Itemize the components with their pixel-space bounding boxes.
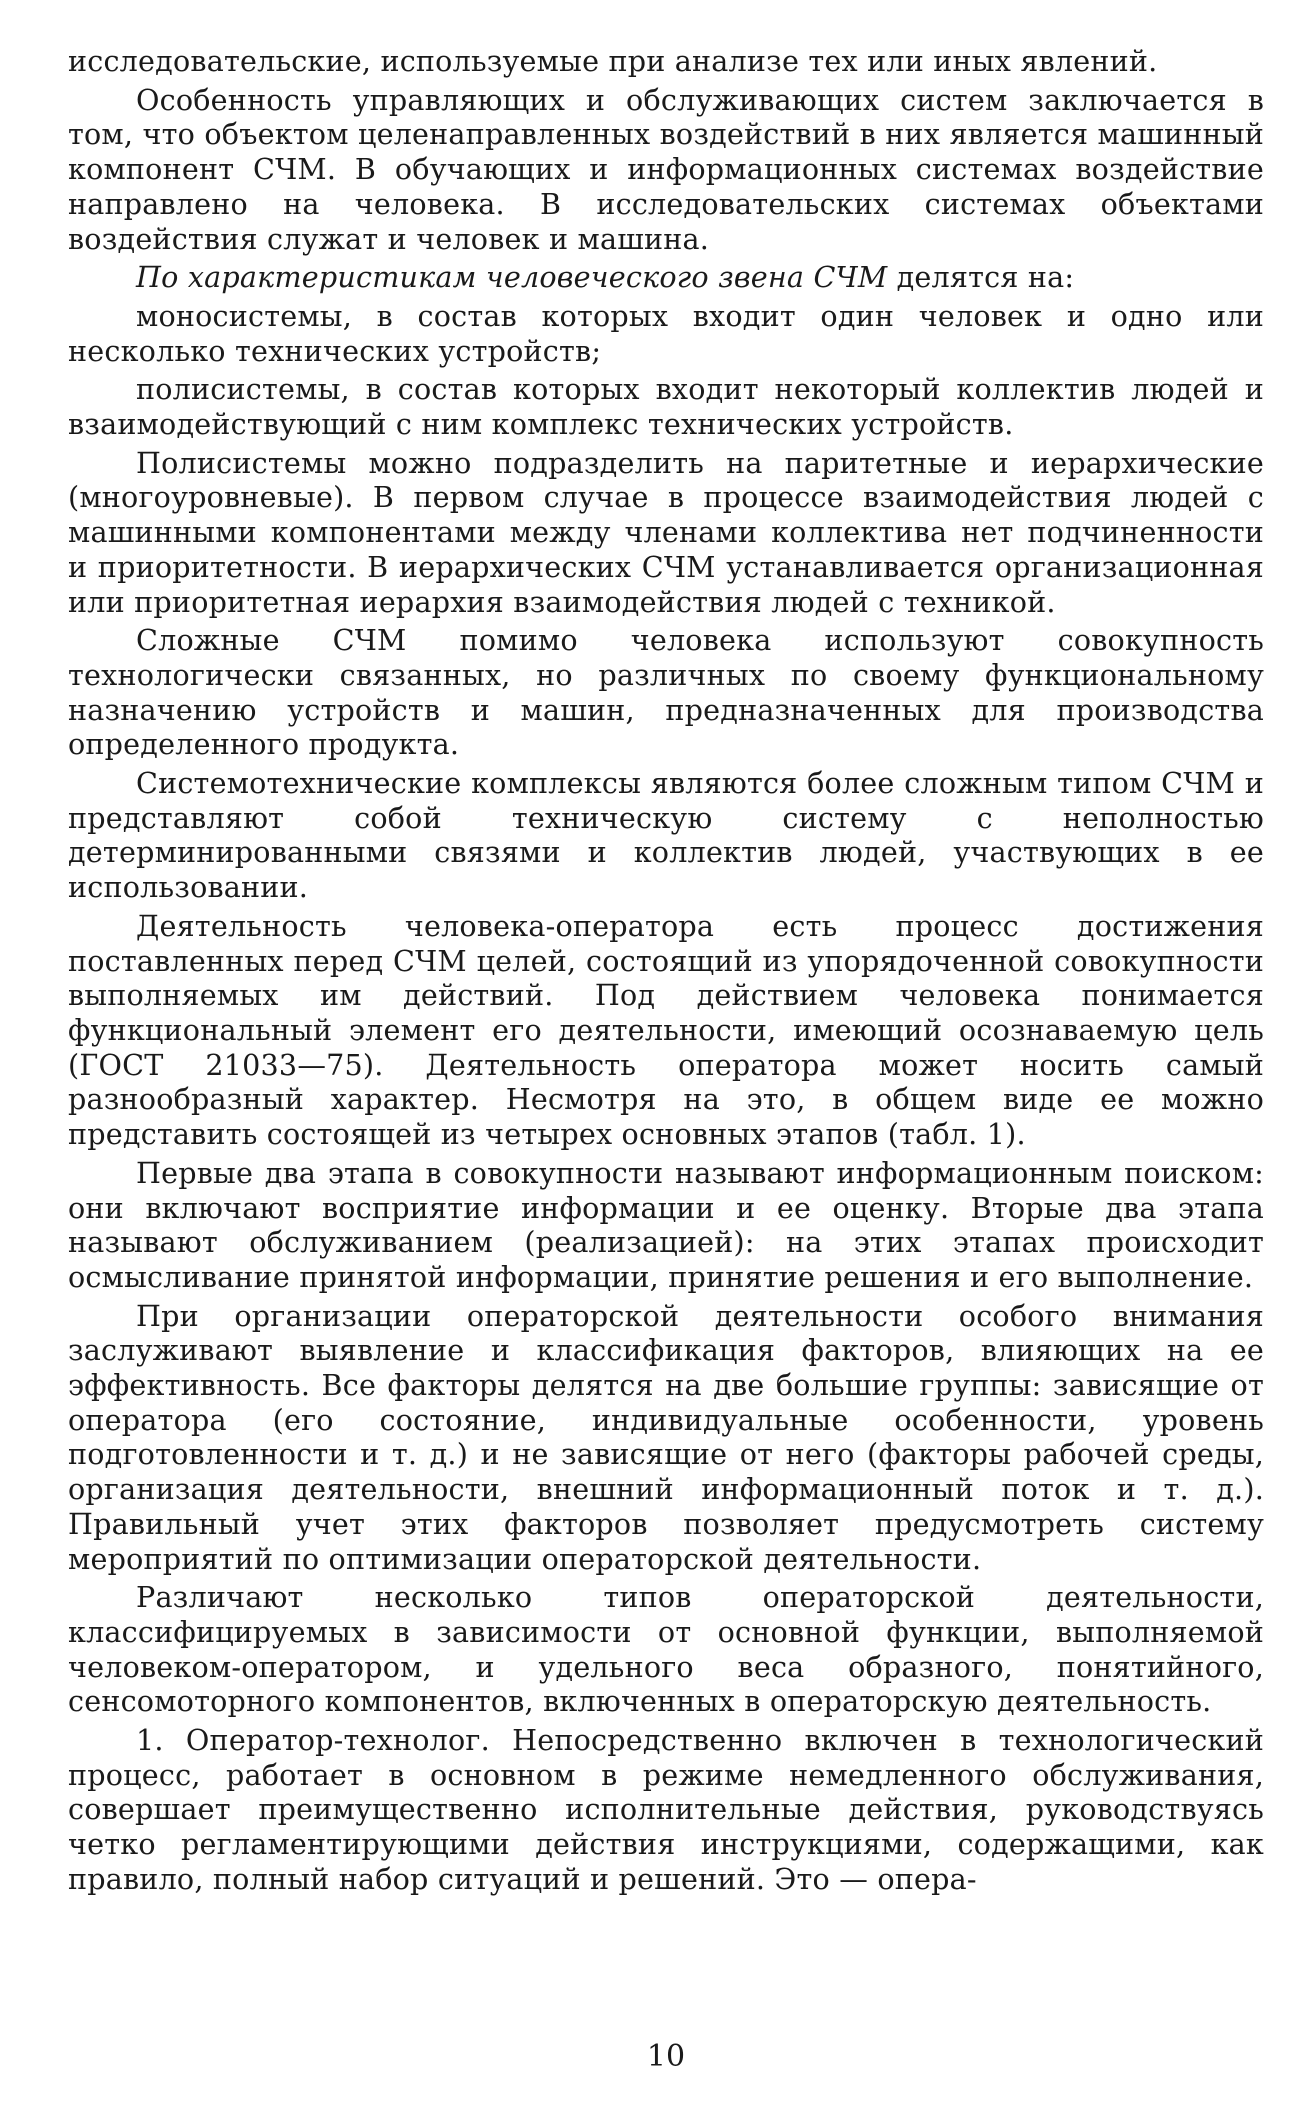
paragraph-efficiency-factors: При организации операторской деятельности особого внимания заслуживают выявление и классификация факторов, влияющих на ее эффективность. Все факторы делятся на две большие группы: зависящие от оператора (его состояние, индивидуальные особенности, уровень подготовленности и т. д.) и не зависящие от него (факторы рабочей среды, организация деятельности, внешний информационный поток и т. д.). Правильный учет этих факторов позволяет предусмотреть систему мероприятий по оптимизации операторской деятельности. xyxy=(68,1298,1264,1576)
paragraph-complex-systems: Сложные СЧМ помимо человека используют совокупность технологически связанных, но различных по своему функциональному назначению устройств и машин, предназначенных для производства определенного продукта. xyxy=(68,623,1264,762)
page-number: 10 xyxy=(646,2039,686,2074)
paragraph-human-link-classification xyxy=(68,260,1264,295)
italic-lead: По характеристикам человеческого звена СЧМ xyxy=(136,260,888,295)
text-column xyxy=(68,44,1264,1897)
list-item-operator-technologist: 1. Оператор-технолог. Непосредственно включен в технологический процесс, работает в основном в режиме немедленного обслуживания, совершает преимущественно исполнительные действия, руководствуясь четко регламентирующими действия инструкциями, содержащими, как правило, полный набор ситуаций и решений. Это — опера- xyxy=(68,1723,1264,1896)
paragraph-information-search: Первые два этапа в совокупности называют информационным поиском: они включают восприятие информации и ее оценку. Вторые два этапа называют обслуживанием (реализацией): на этих этапах происходит осмысливание принятой информации, принятие решения и его выполнение. xyxy=(68,1155,1264,1294)
paragraph-operator-types: Различают несколько типов операторской деятельности, классифицируемых в зависимости от основной функции, выполняемой человеком-оператором, и удельного веса образного, понятийного, сенсомоторного компонентов, включенных в операторскую деятельность. xyxy=(68,1580,1264,1719)
paragraph-operator-activity: Деятельность человека-оператора есть процесс достижения поставленных перед СЧМ целей, состоящий из упорядоченной совокупности выполняемых им действий. Под действием человека понимается функциональный элемент его деятельности, имеющий осознаваемую цель (ГОСТ 21033—75). Деятельность оператора может носить самый разнообразный характер. Несмотря на это, в общем виде ее можно представить состоящей из четырех основных этапов (табл. 1). xyxy=(68,908,1264,1152)
paragraph-control-systems: Особенность управляющих и обслуживающих систем заключается в том, что объектом целенаправленных воздействий в них является машинный компонент СЧМ. В обучающих и информационных системах воздействие направлено на человека. В исследовательских системах объектами воздействия служат и человек и машина. xyxy=(68,82,1264,256)
paragraph-monosystems: моносистемы, в состав которых входит один человек и одно или несколько технических устройств; xyxy=(68,298,1264,368)
paragraph-polysystem-types: Полисистемы можно подразделить на паритетные и иерархические (многоуровневые). В первом случае в процессе взаимодействия людей с машинными компонентами между членами коллектива нет подчиненности и приоритетности. В иерархических СЧМ устанавливается организационная или приоритетная иерархия взаимодействия людей с техникой. xyxy=(68,445,1264,619)
continuation-paragraph: исследовательские, используемые при анализе тех или иных явлений. xyxy=(68,44,1158,78)
paragraph-polysystems: полисистемы, в состав которых входит некоторый коллектив людей и взаимодействующий с ним комплекс технических устройств. xyxy=(68,372,1264,442)
book-page xyxy=(68,44,1264,2074)
lead-continuation: делятся на: xyxy=(887,260,1075,295)
paragraph-systemotechnical-complexes: Системотехнические комплексы являются более сложным типом СЧМ и представляют собой техническую систему с неполностью детерминированными связями и коллектив людей, участвующих в ее использовании. xyxy=(68,766,1264,905)
